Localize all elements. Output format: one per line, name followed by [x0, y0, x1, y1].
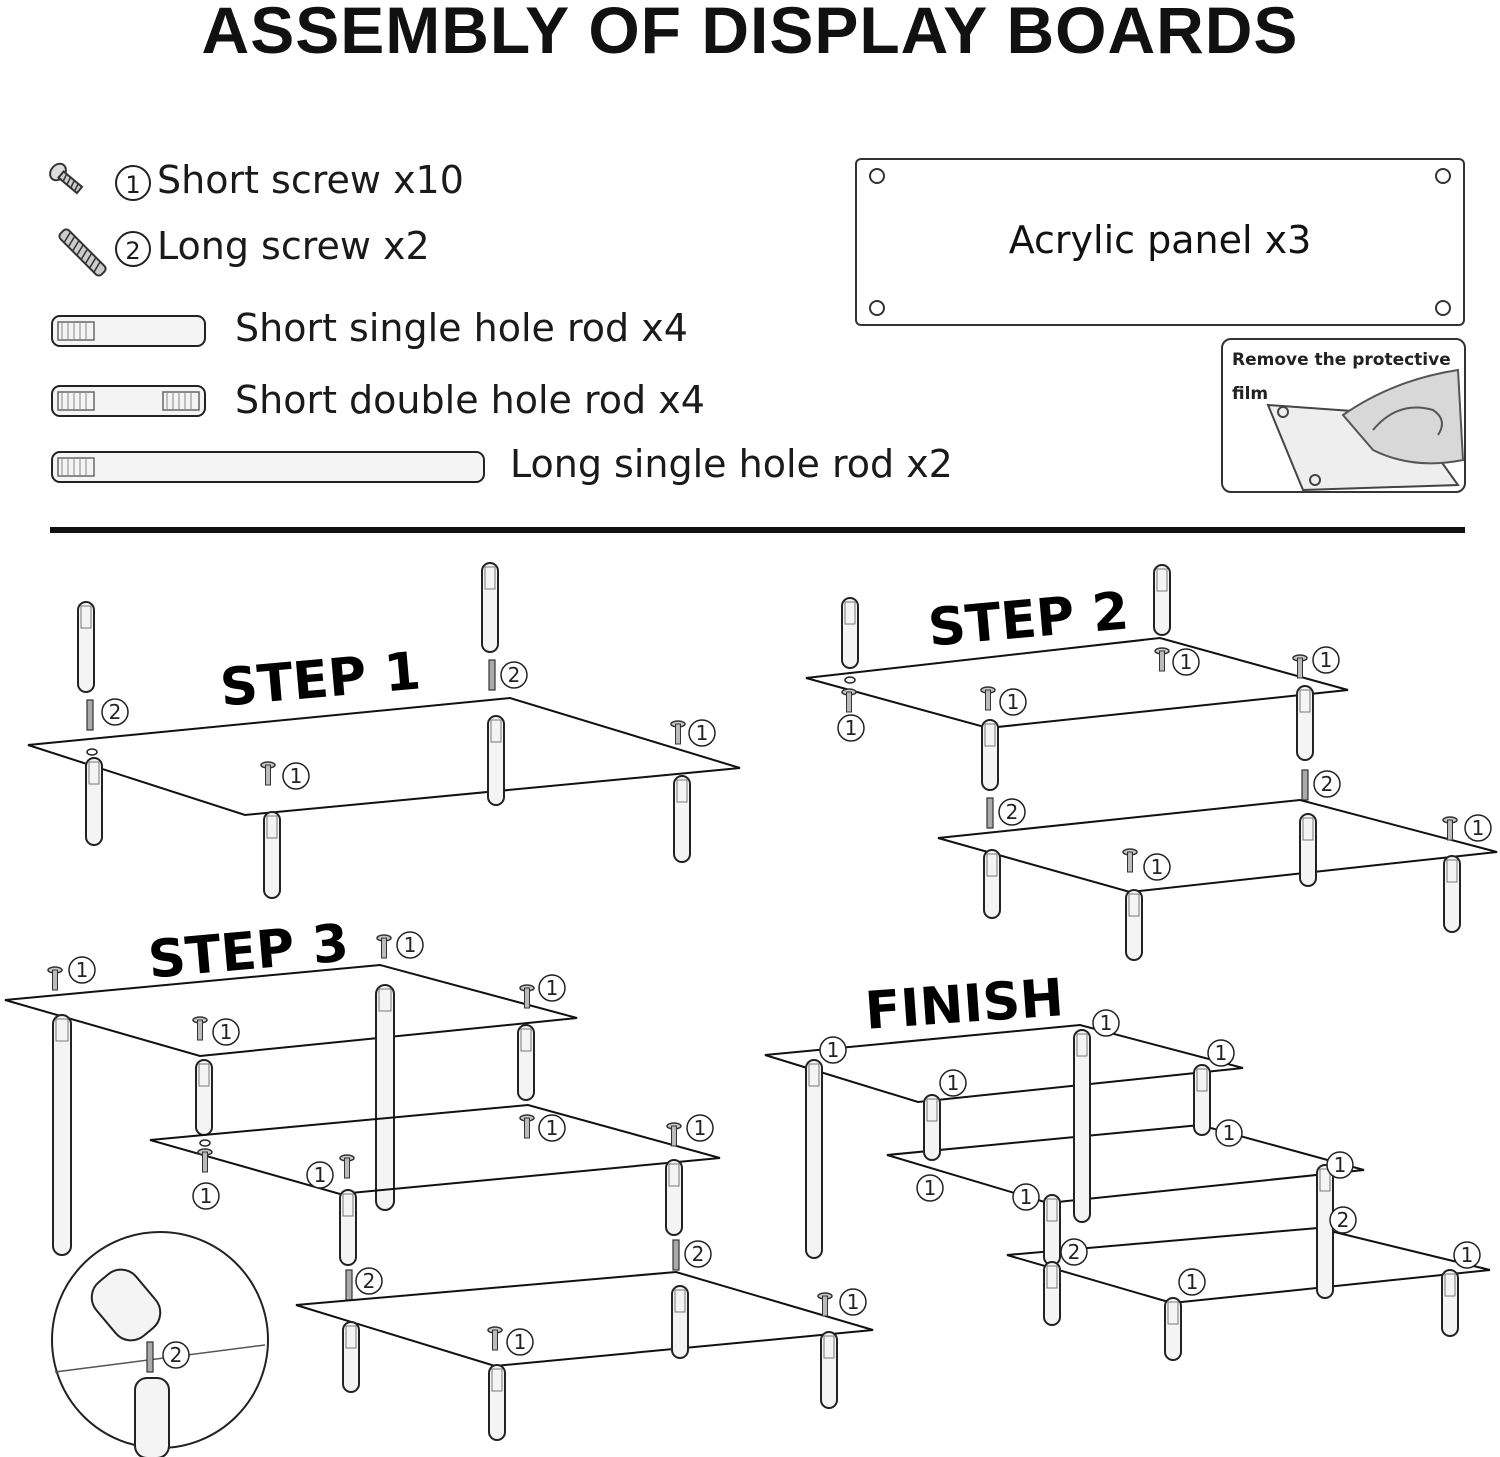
short-screw-marker	[1000, 689, 1026, 715]
long-screw-label: 2 Long screw x2	[115, 224, 430, 268]
svg-text:1: 1	[695, 721, 709, 745]
short-screw-icon	[1155, 648, 1169, 671]
svg-text:1: 1	[1333, 1153, 1347, 1177]
long-screw-marker	[102, 699, 128, 725]
short-screw-marker	[1179, 1269, 1205, 1295]
short-screw-marker	[1208, 1040, 1234, 1066]
rod	[86, 758, 102, 845]
short-screw-marker	[1313, 647, 1339, 673]
long-screw-marker	[356, 1268, 382, 1294]
svg-text:1: 1	[923, 1176, 937, 1200]
short-screw-icon	[671, 721, 685, 744]
panel-hole	[87, 749, 97, 755]
svg-text:1: 1	[844, 716, 858, 740]
long-screw-icon	[489, 660, 495, 690]
svg-text:1: 1	[1222, 1121, 1236, 1145]
step-2-heading: STEP 2	[925, 581, 1132, 659]
svg-text:2: 2	[108, 700, 122, 724]
svg-text:1: 1	[1019, 1185, 1033, 1209]
short-screw-icon	[1443, 817, 1457, 840]
short-screw-marker	[1327, 1152, 1353, 1178]
svg-text:2: 2	[362, 1269, 376, 1293]
long-screw-icon	[147, 1342, 153, 1372]
rod	[666, 1160, 682, 1235]
step-3-heading: STEP 3	[145, 913, 352, 991]
rod	[340, 1190, 356, 1265]
short-double-rod-label: Short double hole rod x4	[235, 378, 705, 422]
long-screw-icon	[987, 798, 993, 828]
short-screw-marker	[940, 1070, 966, 1096]
rod	[1074, 1030, 1090, 1222]
short-screw-mark: 1	[115, 165, 151, 201]
short-screw-icon	[377, 935, 391, 958]
svg-text:2: 2	[1320, 772, 1334, 796]
acrylic-panel	[150, 1105, 720, 1194]
long-screw-marker	[1330, 1207, 1356, 1233]
svg-text:2: 2	[169, 1343, 183, 1367]
svg-text:1: 1	[75, 958, 89, 982]
rod	[488, 716, 504, 805]
short-screw-marker	[687, 1115, 713, 1141]
rod	[1442, 1270, 1458, 1336]
svg-text:1: 1	[1319, 648, 1333, 672]
long-screw-mark: 2	[115, 231, 151, 267]
detail-rod-lower	[135, 1378, 169, 1457]
svg-text:1: 1	[1460, 1243, 1474, 1267]
svg-text:1: 1	[826, 1038, 840, 1062]
short-single-rod-label: Short single hole rod x4	[235, 306, 688, 350]
acrylic-panel	[296, 1272, 873, 1366]
svg-text:2: 2	[1336, 1208, 1350, 1232]
svg-text:1: 1	[1006, 690, 1020, 714]
svg-text:1: 1	[545, 976, 559, 1000]
svg-text:1: 1	[1150, 855, 1164, 879]
rod	[1444, 856, 1460, 932]
rod	[343, 1322, 359, 1392]
short-screw-label: 1 Short screw x10	[115, 158, 464, 202]
rod	[674, 776, 690, 862]
short-screw-marker	[1454, 1242, 1480, 1268]
long-screw-marker	[163, 1342, 189, 1368]
finish-heading: FINISH	[863, 968, 1066, 1042]
short-screw-marker	[689, 720, 715, 746]
panel-hole	[845, 677, 855, 683]
short-screw-marker	[283, 763, 309, 789]
short-screw-marker	[1173, 649, 1199, 675]
long-screw-marker	[999, 799, 1025, 825]
svg-text:1: 1	[1179, 650, 1193, 674]
long-screw-icon	[87, 700, 93, 730]
panel-hole	[200, 1140, 210, 1146]
rod	[78, 602, 94, 692]
svg-text:1: 1	[1185, 1270, 1199, 1294]
short-screw-icon	[667, 1123, 681, 1146]
rod	[982, 720, 998, 790]
rod	[842, 598, 858, 668]
rod	[1300, 814, 1316, 886]
long-screw-marker	[1061, 1239, 1087, 1265]
rod	[1297, 686, 1313, 760]
svg-text:1: 1	[946, 1071, 960, 1095]
short-screw-marker	[1093, 1010, 1119, 1036]
svg-text:1: 1	[403, 933, 417, 957]
short-screw-marker	[213, 1019, 239, 1045]
rod	[924, 1095, 940, 1160]
acrylic-panel	[28, 698, 740, 815]
rod	[1194, 1065, 1210, 1135]
short-screw-icon	[520, 985, 534, 1008]
short-screw-icon	[981, 687, 995, 710]
short-screw-icon	[261, 762, 275, 785]
short-screw-icon	[818, 1293, 832, 1316]
short-screw-marker	[539, 975, 565, 1001]
short-screw-marker	[1144, 854, 1170, 880]
acrylic-panel	[765, 1025, 1243, 1102]
svg-text:1: 1	[199, 1184, 213, 1208]
short-screw-icon	[48, 967, 62, 990]
rod	[518, 1025, 534, 1100]
short-screw-icon	[340, 1155, 354, 1178]
svg-text:2: 2	[1067, 1240, 1081, 1264]
svg-text:1: 1	[846, 1290, 860, 1314]
short-screw-marker	[193, 1183, 219, 1209]
svg-text:1: 1	[1099, 1011, 1113, 1035]
svg-text:2: 2	[507, 663, 521, 687]
long-screw-marker	[501, 662, 527, 688]
short-screw-marker	[838, 715, 864, 741]
short-screw-marker	[840, 1289, 866, 1315]
short-screw-marker	[1216, 1120, 1242, 1146]
long-screw-marker	[1314, 771, 1340, 797]
rod	[53, 1015, 71, 1255]
rod	[196, 1060, 212, 1135]
acrylic-panel	[887, 1125, 1364, 1203]
svg-text:1: 1	[289, 764, 303, 788]
rod	[482, 563, 498, 652]
short-screw-icon	[198, 1149, 212, 1172]
step-1-heading: STEP 1	[217, 641, 424, 719]
acrylic-panel	[806, 638, 1348, 728]
svg-text:1: 1	[219, 1020, 233, 1044]
svg-text:1: 1	[1471, 816, 1485, 840]
short-screw-marker	[539, 1115, 565, 1141]
rod	[1044, 1195, 1060, 1265]
long-screw-marker	[685, 1241, 711, 1267]
rod	[806, 1060, 822, 1258]
rod	[1044, 1262, 1060, 1325]
page-title: ASSEMBLY OF DISPLAY BOARDS	[201, 0, 1299, 67]
svg-text:2: 2	[1005, 800, 1019, 824]
short-screw-marker	[1013, 1184, 1039, 1210]
rod	[1154, 565, 1170, 635]
short-screw-marker	[1465, 815, 1491, 841]
svg-text:1: 1	[693, 1116, 707, 1140]
long-screw-icon	[673, 1240, 679, 1270]
long-screw-icon	[346, 1270, 352, 1300]
svg-text:1: 1	[513, 1330, 527, 1354]
short-screw-marker	[507, 1329, 533, 1355]
rod	[489, 1365, 505, 1440]
rod	[1317, 1165, 1333, 1298]
rod	[672, 1286, 688, 1358]
long-single-rod-label: Long single hole rod x2	[510, 442, 953, 486]
svg-text:1: 1	[313, 1163, 327, 1187]
svg-text:1: 1	[1214, 1041, 1228, 1065]
short-screw-icon	[193, 1017, 207, 1040]
short-screw-icon	[488, 1327, 502, 1350]
short-screw-marker	[397, 932, 423, 958]
rod	[1126, 890, 1142, 960]
acrylic-panel-label: Acrylic panel x3	[1008, 218, 1312, 262]
short-screw-marker	[820, 1037, 846, 1063]
rod	[1165, 1298, 1181, 1360]
short-screw-icon	[842, 689, 856, 712]
rod	[821, 1332, 837, 1408]
protective-film-note: Remove the protective film	[1232, 350, 1451, 404]
rod	[376, 985, 394, 1210]
short-screw-marker	[69, 957, 95, 983]
long-screw-icon	[1302, 770, 1308, 800]
rod	[264, 812, 280, 898]
short-screw-icon	[520, 1115, 534, 1138]
rod	[984, 850, 1000, 918]
svg-text:1: 1	[545, 1116, 559, 1140]
short-screw-icon	[1123, 849, 1137, 872]
short-screw-marker	[307, 1162, 333, 1188]
svg-text:2: 2	[691, 1242, 705, 1266]
short-screw-marker	[917, 1175, 943, 1201]
